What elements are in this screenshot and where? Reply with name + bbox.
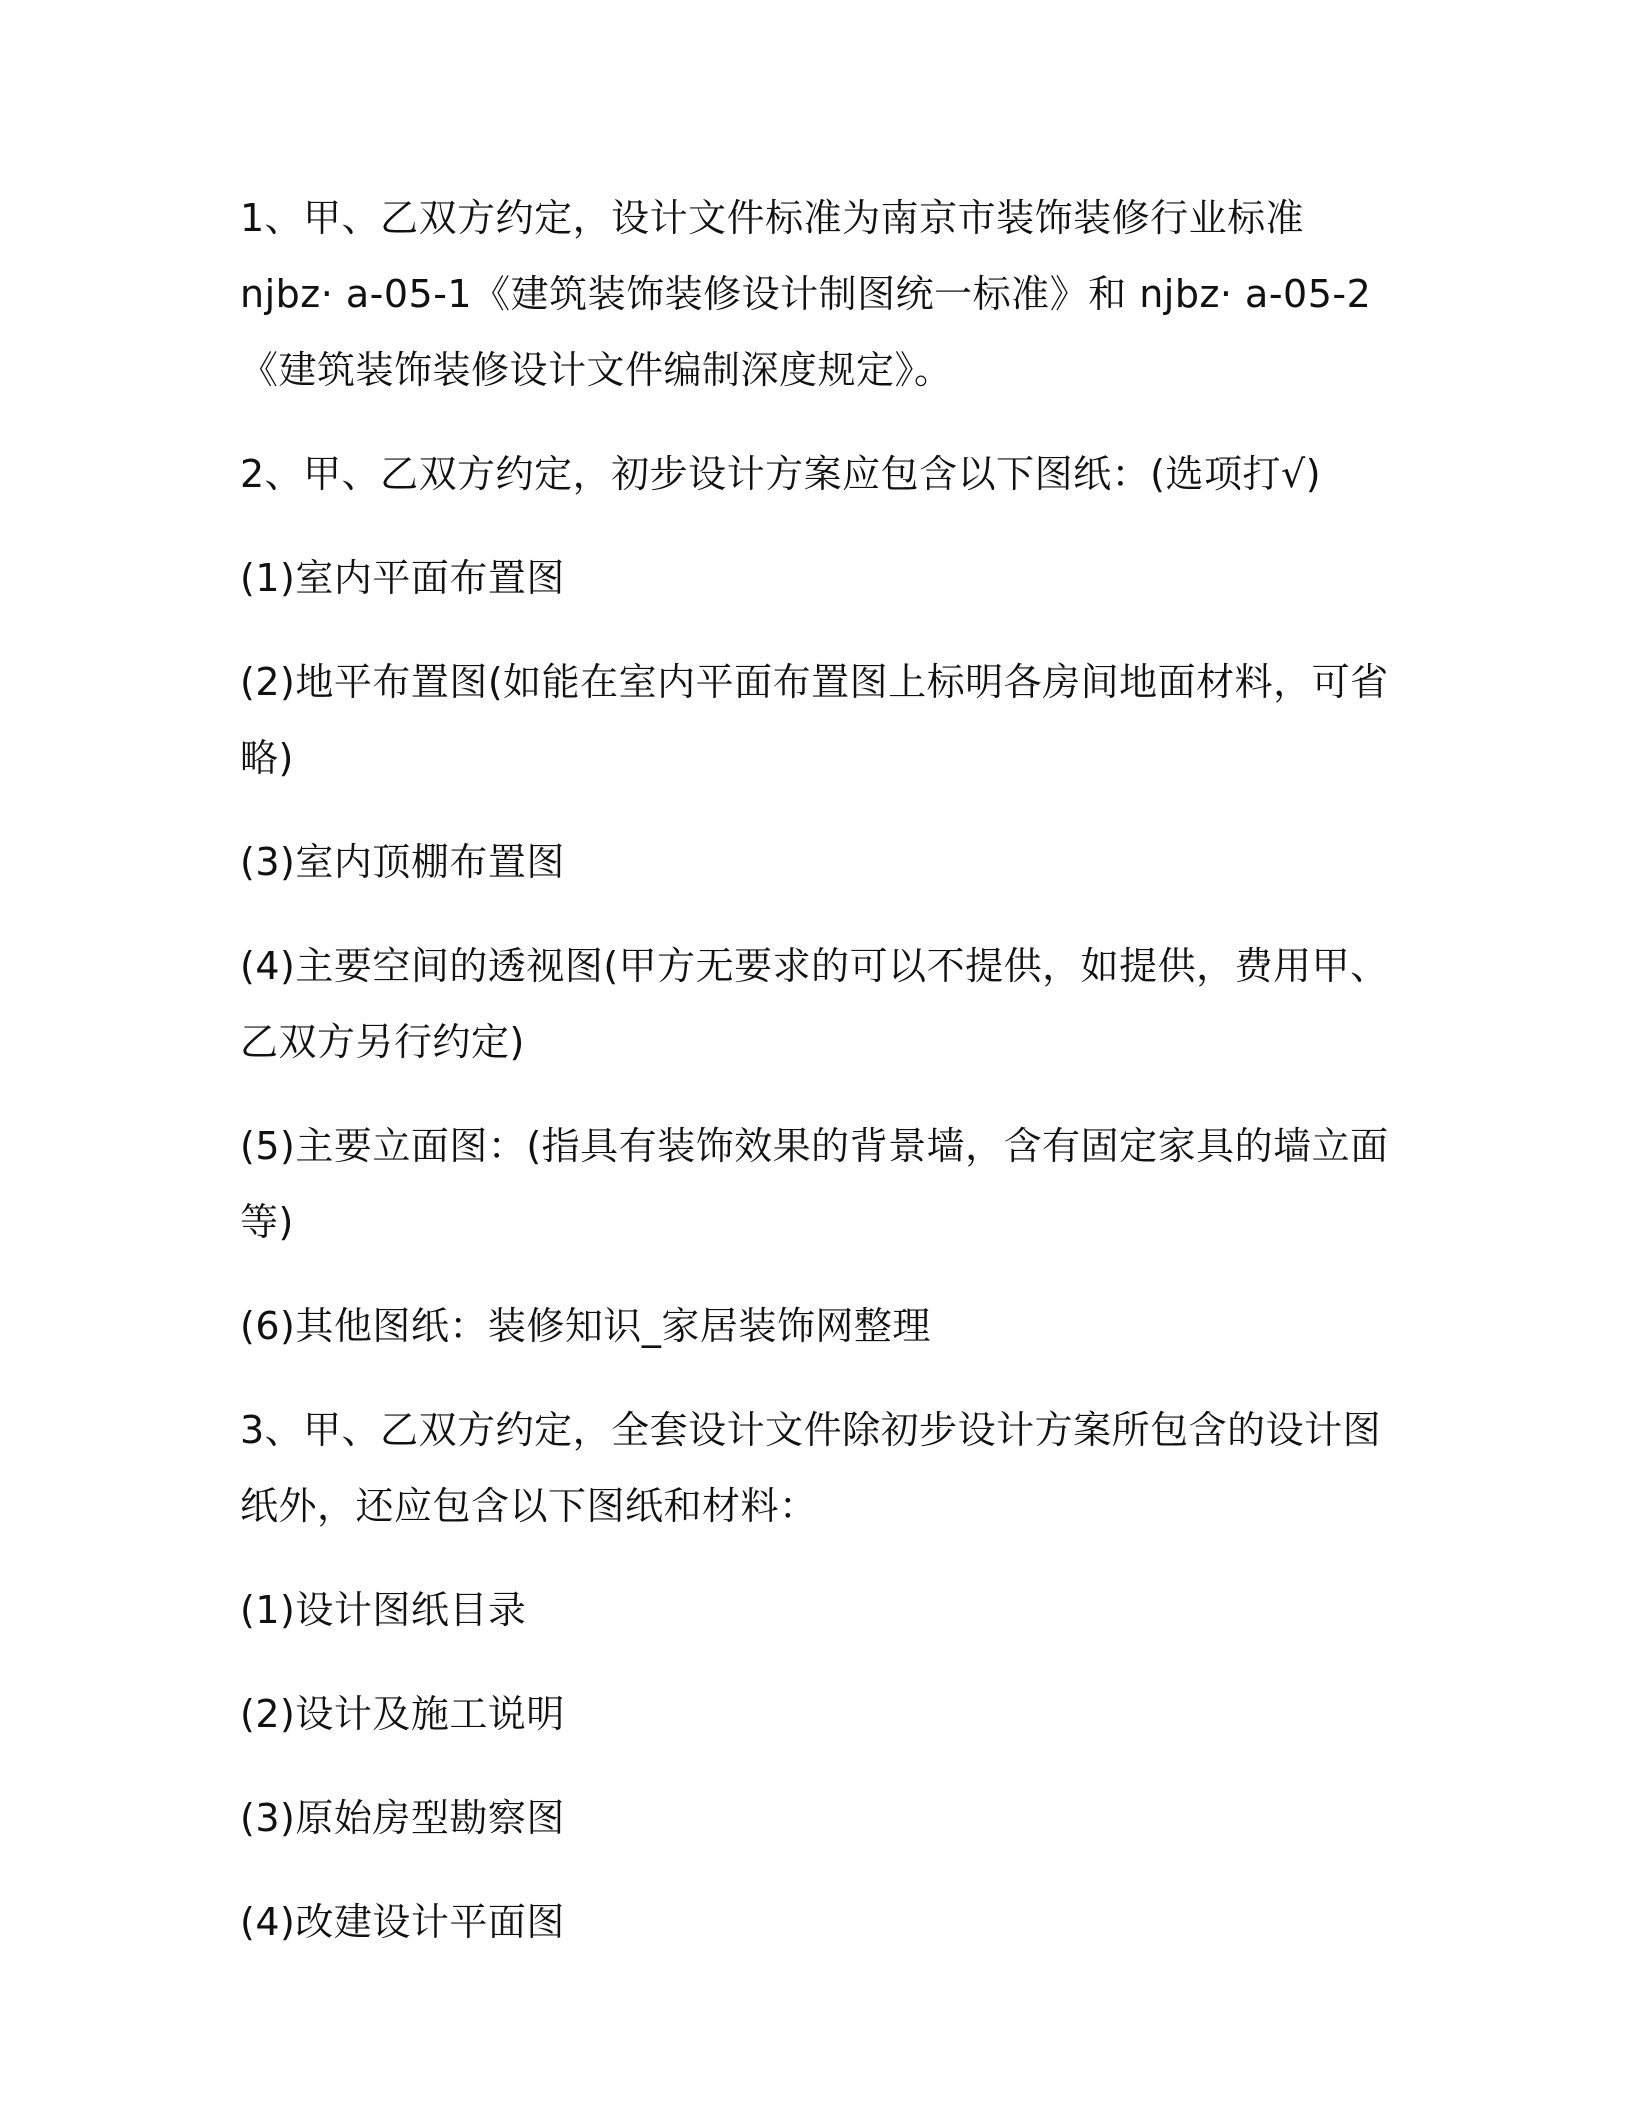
clause-3-paragraph: 3、甲、乙双方约定，全套设计文件除初步设计方案所包含的设计图纸外，还应包含以下图纸和材料： (240, 1408, 1382, 1528)
list-item: (4)改建设计平面图 (240, 1900, 565, 1944)
list-item: (1)设计图纸目录 (240, 1588, 527, 1632)
clause-1-paragraph: 1、甲、乙双方约定，设计文件标准为南京市装饰装修行业标准 njbz· a-05-1《建筑装饰装修设计制图统一标准》和 njbz· a-05-2《建筑装饰装修设计文件编制深度规定》。 (240, 196, 1372, 392)
list-item: (3)室内顶棚布置图 (240, 840, 565, 884)
clause-2-paragraph: 2、甲、乙双方约定，初步设计方案应包含以下图纸：(选项打√) (240, 452, 1322, 496)
list-item: (2)设计及施工说明 (240, 1692, 565, 1736)
list-item: (5)主要立面图：(指具有装饰效果的背景墙，含有固定家具的墙立面等) (240, 1124, 1389, 1244)
list-item: (4)主要空间的透视图(甲方无要求的可以不提供，如提供，费用甲、乙双方另行约定) (240, 944, 1389, 1064)
list-item: (6)其他图纸：装修知识_家居装饰网整理 (240, 1304, 931, 1348)
list-item: (3)原始房型勘察图 (240, 1796, 565, 1840)
list-item: (1)室内平面布置图 (240, 556, 565, 600)
list-item: (2)地平布置图(如能在室内平面布置图上标明各房间地面材料，可省略) (240, 660, 1389, 780)
document-body (240, 180, 1410, 1960)
